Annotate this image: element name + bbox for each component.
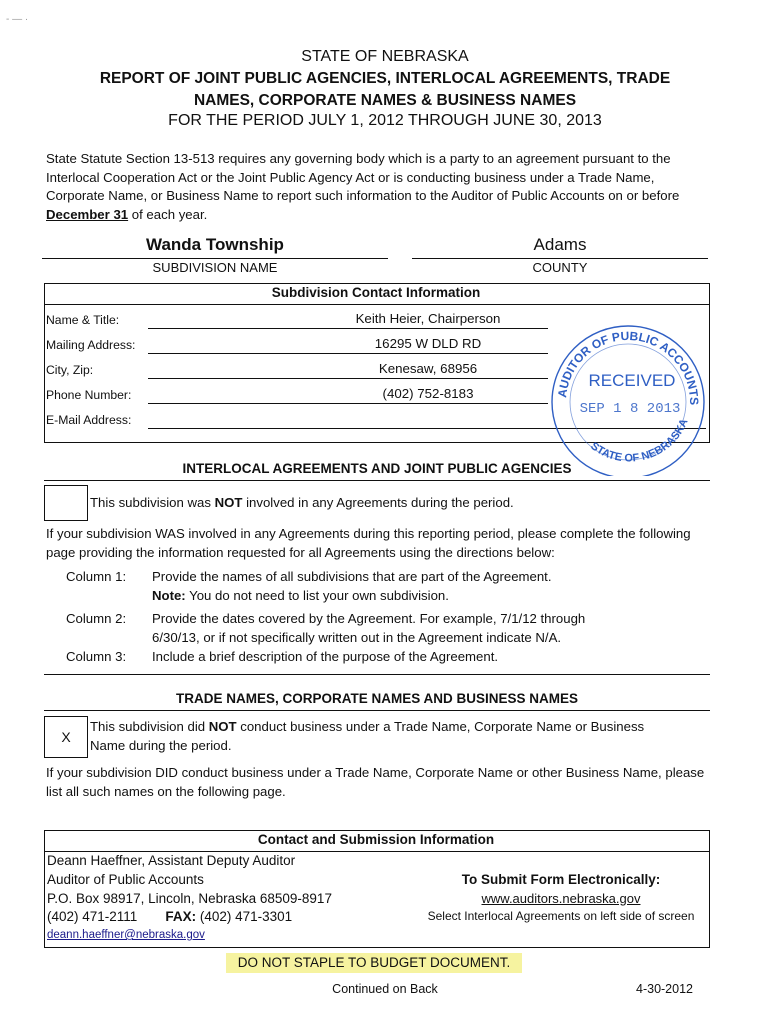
auditor-email-link[interactable]: deann.haeffner@nebraska.gov [47, 929, 205, 941]
report-title [0, 68, 770, 112]
stamp-bottom-arc [588, 417, 690, 464]
no-trade-names-text-end: conduct business under a Trade Name, Corporate Name or Business [236, 719, 645, 734]
intro-text: State Statute Section 13-513 requires any governing body which is a party to an agreement pursuant to the Interlocal Cooperation Act or the Joint Public Agency Act or is conducting business under a Trade Name, Corporate Name, or Business Name to report such information to the Auditor of Public Accounts on or before [46, 151, 680, 204]
subdivision-name-label: SUBDIVISION NAME [152, 260, 278, 275]
contact-box-divider [44, 304, 710, 305]
continued-on-back: Continued on Back [332, 982, 438, 996]
county-value[interactable]: Adams [533, 235, 587, 254]
auditor-address: P.O. Box 98917, Lincoln, Nebraska 68509-8917 [47, 891, 332, 906]
auditor-phone-fax [47, 909, 292, 924]
trade-names-section-rule [44, 710, 710, 711]
auditor-phone: (402) 471-2111 [47, 909, 138, 924]
state-heading: STATE OF NEBRASKA [301, 48, 469, 65]
column-2-text-1: Provide the dates covered by the Agreement. For example, 7/1/12 through [152, 611, 586, 626]
fax-label: FAX: [165, 909, 197, 924]
electronic-submit-note: Select Interlocal Agreements on left side of screen [427, 909, 695, 923]
email-address-label: E-Mail Address: [46, 413, 132, 427]
column-1-note [152, 587, 712, 606]
column-2-label: Column 2: [66, 611, 127, 626]
phone-number-underline [148, 403, 548, 404]
column-1-label: Column 1: [66, 569, 127, 584]
scan-artifact: ‑ — · [6, 14, 29, 25]
report-title-line-2: NAMES, CORPORATE NAMES & BUSINESS NAMES [193, 92, 577, 109]
no-agreements-text-end: involved in any Agreements during the period. [242, 495, 514, 510]
no-trade-names-not: NOT [208, 719, 237, 734]
stamp-bottom-arc-text: STATE OF NEBRASKA [588, 417, 691, 465]
electronic-submit-title: To Submit Form Electronically: [461, 872, 661, 887]
no-trade-names-statement [90, 718, 710, 755]
subdivision-underline [42, 258, 388, 259]
no-agreements-not: NOT [214, 495, 243, 510]
subdivision-name-value[interactable]: Wanda Township [146, 235, 284, 254]
report-title-line-1: REPORT OF JOINT PUBLIC AGENCIES, INTERLOCAL AGREEMENTS, TRADE [99, 70, 671, 87]
was-involved-instructions: If your subdivision WAS involved in any Agreements during this reporting period, please complete the following page providing the information requested for all Agreements using the directions below: [46, 526, 691, 560]
county-label: COUNTY [532, 260, 588, 275]
submission-box-title: Contact and Submission Information [257, 832, 495, 847]
mailing-address-field[interactable]: 16295 W DLD RD [374, 336, 482, 351]
column-1-text: Provide the names of all subdivisions that are part of the Agreement. [152, 569, 552, 584]
phone-number-label: Phone Number: [46, 388, 132, 402]
no-trade-names-checkbox[interactable]: X [44, 716, 88, 758]
column-3-instructions: Include a brief description of the purpose of the Agreement. [152, 649, 499, 664]
auditor-contact-name: Deann Haeffner, Assistant Deputy Auditor [47, 853, 296, 868]
submission-box-divider [44, 851, 710, 852]
name-title-label: Name & Title: [46, 313, 120, 327]
no-trade-names-line-2: Name during the period. [90, 737, 232, 753]
city-zip-label: City, Zip: [46, 363, 94, 377]
no-trade-names-text: This subdivision did [90, 719, 209, 734]
no-agreements-statement [90, 494, 710, 513]
received-stamp [548, 316, 706, 476]
column-2-instructions [152, 610, 712, 647]
column-1-note-label: Note: [152, 587, 186, 603]
name-title-underline [148, 328, 548, 329]
report-period: FOR THE PERIOD JULY 1, 2012 THROUGH JUNE 30, 2013 [168, 112, 602, 129]
mailing-address-label: Mailing Address: [46, 338, 136, 352]
interlocal-section-rule [44, 480, 710, 481]
stamp-received-text: RECEIVED [588, 371, 676, 390]
no-trade-names-line-1 [90, 718, 710, 737]
auditor-fax: (402) 471-3301 [196, 909, 293, 924]
no-agreements-checkbox[interactable] [44, 485, 88, 521]
column-3-label: Column 3: [66, 649, 127, 664]
intro-deadline: December 31 [46, 206, 129, 222]
section-divider [44, 674, 710, 675]
contact-box-title: Subdivision Contact Information [271, 285, 481, 300]
column-1-note-text: You do not need to list your own subdivision. [185, 587, 449, 603]
name-title-field[interactable]: Keith Heier, Chairperson [355, 311, 501, 326]
mailing-address-underline [148, 353, 548, 354]
trade-names-section-title: TRADE NAMES, CORPORATE NAMES AND BUSINESS NAMES [175, 691, 579, 706]
intro-text-end: of each year. [128, 206, 208, 222]
auditor-website-link[interactable]: www.auditors.nebraska.gov [481, 891, 641, 906]
form-revision-date: 4-30-2012 [636, 982, 693, 996]
city-zip-field[interactable]: Kenesaw, 68956 [378, 361, 478, 376]
no-agreements-text: This subdivision was [90, 495, 215, 510]
column-1-instructions [152, 568, 712, 605]
stamp-top-arc [555, 329, 701, 405]
county-underline [412, 258, 708, 259]
auditor-office: Auditor of Public Accounts [47, 872, 204, 887]
stamp-top-arc-text: AUDITOR OF PUBLIC ACCOUNTS [555, 328, 702, 406]
stamp-date: SEP 1 8 2013 [579, 401, 681, 417]
statute-intro [46, 150, 716, 224]
interlocal-section-title: INTERLOCAL AGREEMENTS AND JOINT PUBLIC AGENCIES [182, 461, 572, 476]
city-zip-underline [148, 378, 548, 379]
phone-number-field[interactable]: (402) 752-8183 [382, 386, 474, 401]
column-2-text-2: 6/30/13, or if not specifically written out in the Agreement indicate N/A. [152, 629, 562, 645]
did-conduct-instructions: If your subdivision DID conduct business under a Trade Name, Corporate Name or other Business Name, please list all such names on the following page. [46, 765, 705, 799]
no-staple-warning: DO NOT STAPLE TO BUDGET DOCUMENT. [226, 953, 522, 973]
